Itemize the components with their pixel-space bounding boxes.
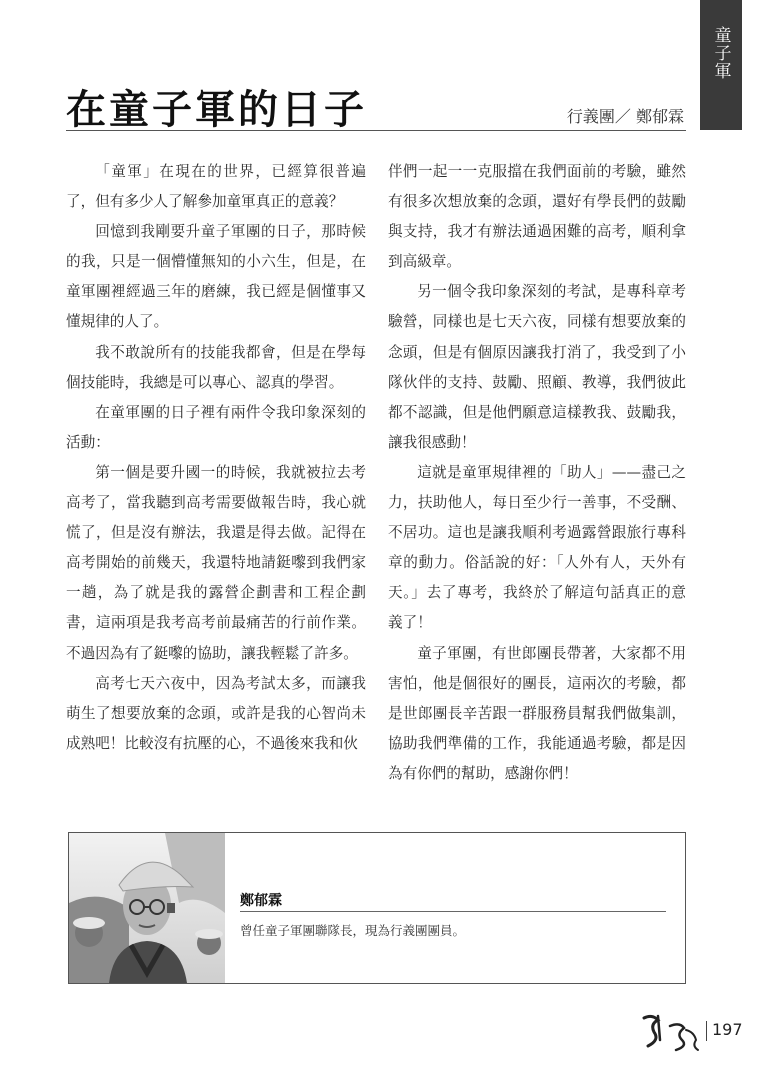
article-byline: 行義團／ 鄭郁霖 — [566, 107, 684, 126]
calligraphy-logo — [636, 1010, 702, 1056]
paragraph: 「童軍」在現在的世界，已經算很普遍了，但有多少人了解參加童軍真正的意義？ — [66, 163, 366, 211]
calligraphy-logo-mark — [636, 1010, 702, 1052]
article-column-right — [388, 157, 686, 789]
author-description: 曾任童子軍團聯隊長，現為行義團團員。 — [240, 923, 466, 938]
author-photo-illustration — [69, 833, 225, 983]
paragraph: 在童軍團的日子裡有兩件令我印象深刻的活動： — [66, 403, 366, 451]
paragraph: 童子軍團，有世郎團長帶著，大家都不用害怕，他是個很好的團長，這兩次的考驗，都是世郎團長辛苦跟一群服務員幫我們做集訓，協助我們準備的工作，我能通過考驗，都是因為有你們的幫助，感謝你們！ — [388, 644, 686, 782]
title-divider — [66, 130, 686, 131]
author-profile-box — [68, 832, 686, 984]
section-tab-label: 童子軍 — [710, 26, 731, 80]
article-title: 在童子軍的日子 — [66, 86, 367, 133]
paragraph-continuation: 伴們一起一一克服擋在我們面前的考驗，雖然有很多次想放棄的念頭，還好有學長們的鼓勵與支持，我才有辦法通過困難的高考，順利拿到高級章。 — [388, 163, 686, 271]
section-tab — [700, 0, 742, 130]
article-column-left — [66, 157, 366, 759]
paragraph: 高考七天六夜中，因為考試太多，而讓我萌生了想要放棄的念頭，或許是我的心智尚未成熟吧！比較沒有抗壓的心，不過後來我和伙 — [66, 674, 366, 752]
paragraph: 第一個是要升國一的時候，我就被拉去考高考了，當我聽到高考需要做報告時，我心就慌了，但是沒有辦法，我還是得去做。記得在高考開始的前幾天，我還特地請鋌嚟到我們家一趟，為了就是我的露營企劃書和工程企劃書，這兩項是我考高考前最痛苦的行前作業。不過因為有了鋌嚟的協助，讓我輕鬆了許多。 — [66, 463, 366, 662]
profile-divider — [240, 911, 666, 912]
paragraph: 另一個令我印象深刻的考試，是專科章考驗營，同樣也是七天六夜，同樣有想要放棄的念頭，但是有個原因讓我打消了，我受到了小隊伙伴的支持、鼓勵、照顧、教導，我們彼此都不認識，但是他們願意這樣教我、鼓勵我，讓我很感動！ — [388, 283, 686, 451]
footer-separator — [706, 1021, 707, 1041]
author-photo — [69, 833, 225, 983]
paragraph: 我不敢說所有的技能我都會，但是在學每個技能時，我總是可以專心、認真的學習。 — [66, 343, 366, 391]
paragraph: 回憶到我剛要升童子軍團的日子，那時候的我，只是一個懵懂無知的小六生，但是，在童軍團裡經過三年的磨練，我已經是個懂事又懂規律的人了。 — [66, 223, 366, 331]
paragraph: 這就是童軍規律裡的「助人」——盡己之力，扶助他人，每日至少行一善事，不受酬、不居功。這也是讓我順利考過露營跟旅行專科章的動力。俗話說的好：「人外有人，天外有天。」去了專考，我終於了解這句話真正的意義了！ — [388, 463, 686, 632]
page-number: 197 — [712, 1020, 743, 1039]
author-name: 鄭郁霖 — [240, 893, 282, 909]
